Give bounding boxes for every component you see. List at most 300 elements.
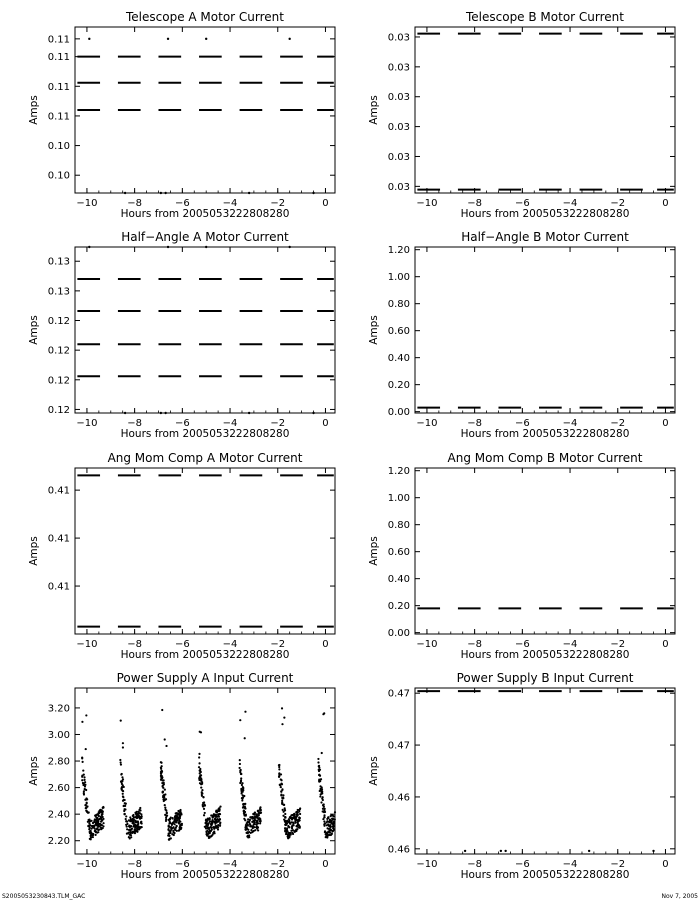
data-point <box>99 809 101 811</box>
data-point <box>201 795 203 797</box>
data-point <box>168 835 170 837</box>
y-axis-label: Amps <box>368 315 380 345</box>
data-point <box>124 412 126 414</box>
data-point <box>247 829 249 831</box>
data-point <box>256 819 258 821</box>
x-tick-label: −6 <box>174 639 190 650</box>
y-tick-label: 0.12 <box>47 345 70 357</box>
data-point <box>176 830 178 832</box>
data-point <box>100 823 102 825</box>
data-point <box>588 850 590 852</box>
data-point <box>283 818 285 820</box>
data-point <box>278 774 280 776</box>
data-point <box>299 825 301 827</box>
data-point <box>86 798 88 800</box>
y-tick-label: 0.60 <box>387 547 410 559</box>
data-point <box>325 836 327 838</box>
data-point <box>199 731 201 733</box>
y-tick-label: 0.41 <box>47 485 70 497</box>
data-point <box>84 781 86 783</box>
data-point <box>205 821 207 823</box>
data-point <box>209 836 211 838</box>
data-point <box>162 779 164 781</box>
chart-panel-6 <box>368 451 675 661</box>
data-point <box>169 830 171 832</box>
data-point <box>280 793 282 795</box>
data-point <box>161 765 163 767</box>
data-point <box>328 828 330 830</box>
data-point <box>284 829 286 831</box>
y-axis-label: Amps <box>28 756 40 786</box>
data-point <box>176 814 178 816</box>
data-point <box>176 819 178 821</box>
data-point <box>160 412 162 414</box>
data-point <box>322 808 324 810</box>
data-point <box>323 803 325 805</box>
data-point <box>180 827 182 829</box>
data-point <box>282 811 284 813</box>
data-point <box>238 767 240 769</box>
x-axis-label: Hours from 2005053222808280 <box>460 649 630 661</box>
y-tick-label: 0.03 <box>387 181 410 193</box>
y-tick-label: 0.47 <box>387 740 410 752</box>
data-point <box>168 826 170 828</box>
data-point <box>281 803 283 805</box>
data-point <box>250 825 252 827</box>
data-point <box>327 831 329 833</box>
y-tick-label: 0.46 <box>387 792 410 804</box>
data-point <box>200 780 202 782</box>
x-tick-label: −8 <box>467 198 483 209</box>
x-tick-label: −8 <box>127 418 143 429</box>
y-axis-label: Amps <box>28 95 40 125</box>
data-point <box>137 815 139 817</box>
data-point <box>198 762 200 764</box>
data-point <box>242 803 244 805</box>
data-point <box>90 838 92 840</box>
data-point <box>317 761 319 763</box>
y-tick-label: 0.47 <box>387 688 410 700</box>
chart-panel-3 <box>28 230 335 440</box>
data-point <box>652 850 654 852</box>
data-point <box>217 828 219 830</box>
data-point <box>244 826 246 828</box>
data-point <box>259 822 261 824</box>
y-tick-label: 0.80 <box>387 299 410 311</box>
data-point <box>321 797 323 799</box>
data-point <box>213 832 215 834</box>
data-point <box>120 720 122 722</box>
y-tick-label: 1.20 <box>387 466 410 478</box>
x-tick-label: 0 <box>662 198 669 209</box>
data-point <box>139 812 141 814</box>
data-point <box>198 753 200 755</box>
data-point <box>82 782 84 784</box>
data-point <box>102 822 104 824</box>
data-point <box>286 827 288 829</box>
data-point <box>94 814 96 816</box>
y-tick-label: 0.03 <box>387 62 410 74</box>
plot-frame <box>75 247 335 413</box>
data-point <box>294 818 296 820</box>
x-tick-label: −4 <box>562 418 578 429</box>
data-point <box>177 810 179 812</box>
data-point <box>239 759 241 761</box>
data-point <box>244 711 246 713</box>
data-point <box>85 748 87 750</box>
y-tick-label: 0.00 <box>387 407 410 419</box>
data-point <box>200 771 202 773</box>
chart-title: Power Supply A Input Current <box>116 671 294 685</box>
data-point <box>119 759 121 761</box>
x-axis-label: Hours from 2005053222808280 <box>120 208 290 220</box>
data-point <box>202 804 204 806</box>
data-point <box>280 778 282 780</box>
footer-date: Nov 7, 2005 <box>661 893 698 900</box>
x-axis-label: Hours from 2005053222808280 <box>460 208 630 220</box>
data-point <box>241 784 243 786</box>
data-point <box>245 829 247 831</box>
y-axis-label: Amps <box>28 315 40 345</box>
data-point <box>292 829 294 831</box>
data-point <box>122 746 124 748</box>
data-point <box>214 818 216 820</box>
data-point <box>129 816 131 818</box>
data-point <box>90 828 92 830</box>
chart-panel-4 <box>368 230 675 440</box>
data-point <box>241 797 243 799</box>
x-tick-label: 0 <box>322 198 329 209</box>
data-point <box>257 826 259 828</box>
x-tick-label: −4 <box>562 859 578 870</box>
data-point <box>278 766 280 768</box>
data-point <box>169 822 171 824</box>
footer-filename: S2005053230843.TLM_GAC <box>2 893 86 900</box>
data-point <box>81 779 83 781</box>
data-point <box>215 825 217 827</box>
data-point <box>323 825 325 827</box>
data-point <box>82 769 84 771</box>
data-point <box>250 829 252 831</box>
data-point <box>101 813 103 815</box>
data-point <box>249 819 251 821</box>
data-point <box>172 817 174 819</box>
data-point <box>320 778 322 780</box>
data-point <box>165 820 167 822</box>
data-point <box>281 783 283 785</box>
data-point <box>239 719 241 721</box>
data-point <box>205 827 207 829</box>
data-point <box>218 816 220 818</box>
y-tick-label: 0.41 <box>47 533 70 545</box>
x-tick-label: −10 <box>76 418 98 429</box>
x-tick-label: −10 <box>416 418 438 429</box>
y-tick-label: 0.40 <box>387 574 410 586</box>
data-point <box>123 786 125 788</box>
data-point <box>85 789 87 791</box>
data-point <box>282 797 284 799</box>
data-point <box>84 784 86 786</box>
data-point <box>96 817 98 819</box>
y-tick-label: 0.03 <box>387 92 410 104</box>
x-tick-label: −10 <box>416 198 438 209</box>
y-tick-label: 0.00 <box>387 628 410 640</box>
data-point <box>329 819 331 821</box>
data-point <box>464 850 466 852</box>
data-point <box>136 817 138 819</box>
x-tick-label: −10 <box>416 639 438 650</box>
x-tick-label: −2 <box>610 418 626 429</box>
data-point <box>319 795 321 797</box>
data-point <box>166 812 168 814</box>
data-point <box>164 793 166 795</box>
data-point <box>97 831 99 833</box>
data-point <box>257 829 259 831</box>
data-point <box>203 808 205 810</box>
data-point <box>162 790 164 792</box>
data-point <box>86 802 88 804</box>
data-point <box>327 834 329 836</box>
data-point <box>82 761 84 763</box>
data-point <box>160 777 162 779</box>
data-point <box>123 805 125 807</box>
data-point <box>244 819 246 821</box>
data-point <box>123 808 125 810</box>
data-point <box>96 824 98 826</box>
data-point <box>298 809 300 811</box>
data-point <box>131 818 133 820</box>
data-point <box>201 789 203 791</box>
data-point <box>312 412 314 414</box>
x-axis-label: Hours from 2005053222808280 <box>460 428 630 440</box>
data-point <box>284 816 286 818</box>
data-point <box>85 804 87 806</box>
x-tick-label: 0 <box>662 639 669 650</box>
x-tick-label: 0 <box>322 418 329 429</box>
data-point <box>288 38 290 40</box>
data-point <box>138 826 140 828</box>
x-axis-label: Hours from 2005053222808280 <box>460 869 630 881</box>
y-axis-label: Amps <box>28 536 40 566</box>
data-point <box>120 781 122 783</box>
y-tick-label: 0.12 <box>47 404 70 416</box>
data-point <box>258 817 260 819</box>
data-point <box>253 819 255 821</box>
data-point <box>331 830 333 832</box>
data-point <box>212 817 214 819</box>
data-point <box>242 791 244 793</box>
data-point <box>169 832 171 834</box>
data-point <box>217 826 219 828</box>
data-point <box>198 777 200 779</box>
data-point <box>120 763 122 765</box>
data-point <box>287 825 289 827</box>
data-point <box>205 38 207 40</box>
data-point <box>254 811 256 813</box>
y-tick-label: 0.46 <box>387 844 410 856</box>
chart-panel-8 <box>368 671 675 881</box>
data-point <box>140 826 142 828</box>
y-axis-label: Amps <box>368 95 380 125</box>
data-point <box>204 804 206 806</box>
data-point <box>166 814 168 816</box>
data-point <box>323 816 325 818</box>
data-point <box>124 813 126 815</box>
data-point <box>217 810 219 812</box>
data-point <box>291 814 293 816</box>
data-point <box>295 828 297 830</box>
y-tick-label: 0.03 <box>387 151 410 163</box>
data-point <box>252 827 254 829</box>
data-point <box>178 814 180 816</box>
y-tick-label: 0.11 <box>47 52 70 64</box>
x-tick-label: −8 <box>467 859 483 870</box>
data-point <box>164 799 166 801</box>
data-point <box>211 835 213 837</box>
data-point <box>83 779 85 781</box>
data-point <box>288 821 290 823</box>
x-tick-label: −4 <box>222 418 238 429</box>
data-point <box>326 821 328 823</box>
data-point <box>283 717 285 719</box>
data-point <box>89 831 91 833</box>
y-tick-label: 0.20 <box>387 601 410 613</box>
data-point <box>322 818 324 820</box>
data-point <box>162 787 164 789</box>
data-point <box>122 742 124 744</box>
data-point <box>320 789 322 791</box>
data-point <box>288 246 290 248</box>
data-point <box>94 830 96 832</box>
data-point <box>173 821 175 823</box>
data-point <box>198 756 200 758</box>
plot-frame <box>415 688 675 854</box>
data-point <box>248 836 250 838</box>
data-point <box>504 850 506 852</box>
x-tick-label: −2 <box>270 418 286 429</box>
data-point <box>281 707 283 709</box>
data-point <box>318 781 320 783</box>
data-point <box>136 827 138 829</box>
data-point <box>318 774 320 776</box>
x-axis-label: Hours from 2005053222808280 <box>120 649 290 661</box>
plot-frame <box>75 468 335 634</box>
data-point <box>95 834 97 836</box>
data-point <box>88 246 90 248</box>
y-tick-label: 1.20 <box>387 245 410 257</box>
data-point <box>244 807 246 809</box>
data-point <box>242 794 244 796</box>
data-point <box>178 817 180 819</box>
data-point <box>213 813 215 815</box>
data-point <box>81 776 83 778</box>
y-tick-label: 0.40 <box>387 353 410 365</box>
data-point <box>160 192 162 194</box>
data-point <box>332 825 334 827</box>
data-point <box>218 820 220 822</box>
data-point <box>168 839 170 841</box>
data-point <box>215 811 217 813</box>
data-point <box>171 824 173 826</box>
data-point <box>124 802 126 804</box>
data-point <box>334 818 336 820</box>
x-tick-label: −10 <box>76 198 98 209</box>
data-point <box>240 779 242 781</box>
x-tick-label: 0 <box>322 639 329 650</box>
data-point <box>250 832 252 834</box>
data-point <box>244 811 246 813</box>
data-point <box>135 830 137 832</box>
data-point <box>287 836 289 838</box>
data-point <box>500 850 502 852</box>
data-point <box>283 804 285 806</box>
x-tick-label: 0 <box>322 859 329 870</box>
data-point <box>85 807 87 809</box>
data-point <box>94 818 96 820</box>
data-point <box>175 821 177 823</box>
chart-title: Ang Mom Comp B Motor Current <box>447 451 643 465</box>
data-point <box>291 832 293 834</box>
data-point <box>278 772 280 774</box>
x-tick-label: −6 <box>174 859 190 870</box>
y-tick-label: 0.10 <box>47 141 70 153</box>
plot-frame <box>415 247 675 413</box>
data-point <box>260 812 262 814</box>
y-tick-label: 3.00 <box>47 729 70 741</box>
x-tick-label: −2 <box>270 198 286 209</box>
data-point <box>102 818 104 820</box>
data-point <box>279 784 281 786</box>
data-point <box>88 821 90 823</box>
data-point <box>81 757 83 759</box>
data-point <box>323 814 325 816</box>
y-tick-label: 0.12 <box>47 316 70 328</box>
data-point <box>219 825 221 827</box>
y-tick-label: 2.40 <box>47 809 70 821</box>
data-point <box>164 738 166 740</box>
data-point <box>141 815 143 817</box>
data-point <box>100 821 102 823</box>
chart-title: Half−Angle B Motor Current <box>461 230 629 244</box>
data-point <box>249 823 251 825</box>
x-tick-label: −10 <box>76 859 98 870</box>
data-point <box>164 809 166 811</box>
data-point <box>86 810 88 812</box>
data-point <box>319 785 321 787</box>
data-point <box>219 823 221 825</box>
y-axis-label: Amps <box>368 536 380 566</box>
y-tick-label: 0.11 <box>47 111 70 123</box>
data-point <box>92 834 94 836</box>
data-point <box>333 828 335 830</box>
y-tick-label: 0.11 <box>47 81 70 93</box>
data-point <box>282 809 284 811</box>
y-tick-label: 0.12 <box>47 375 70 387</box>
data-point <box>167 829 169 831</box>
data-point <box>321 793 323 795</box>
data-point <box>317 758 319 760</box>
data-point <box>239 770 241 772</box>
data-point <box>90 835 92 837</box>
x-axis-label: Hours from 2005053222808280 <box>120 428 290 440</box>
chart-title: Ang Mom Comp A Motor Current <box>107 451 303 465</box>
data-point <box>122 793 124 795</box>
x-tick-label: −10 <box>416 859 438 870</box>
data-point <box>88 38 90 40</box>
data-point <box>242 786 244 788</box>
data-point <box>292 822 294 824</box>
data-point <box>212 821 214 823</box>
